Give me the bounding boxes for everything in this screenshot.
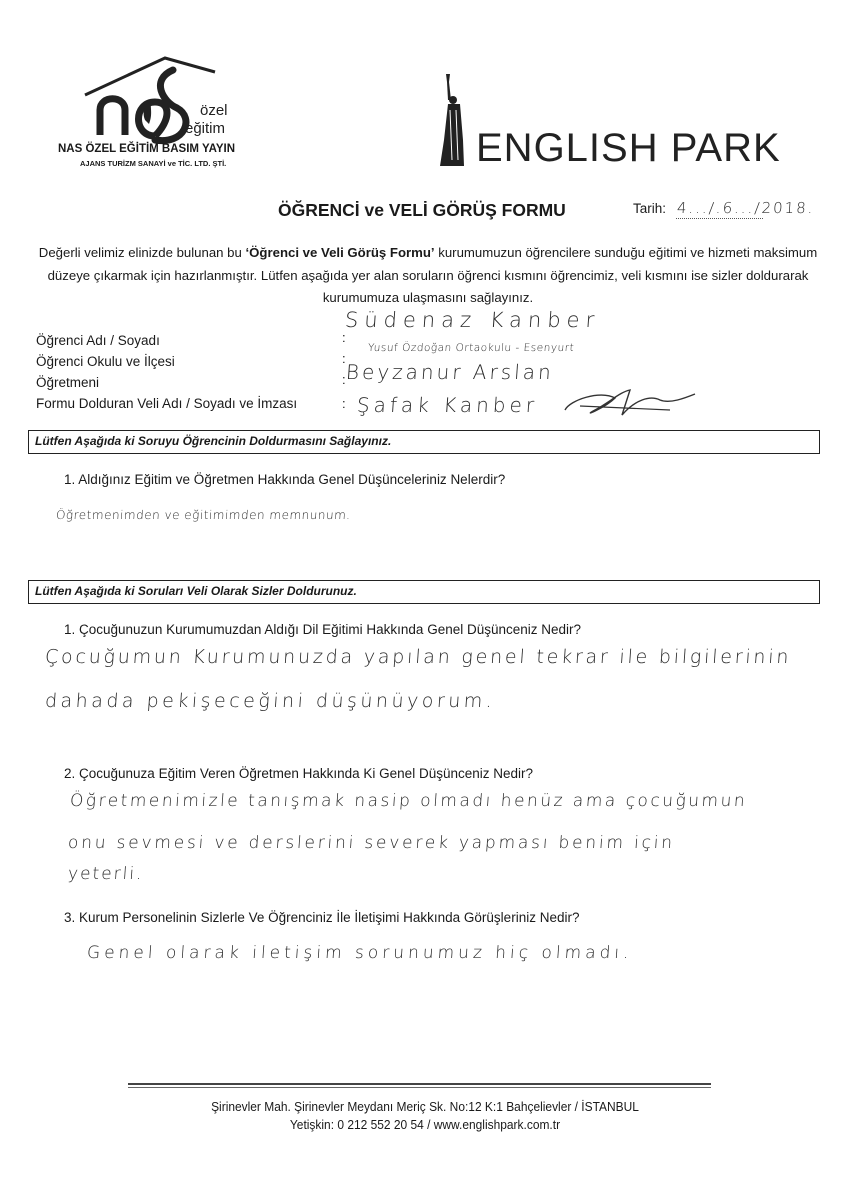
teacher-label: Öğretmeni — [36, 375, 100, 390]
student-name-value[interactable]: Südenaz Kanber — [344, 308, 602, 332]
svg-text:özel: özel — [200, 102, 228, 119]
parent-name-value[interactable]: Şafak Kanber — [356, 393, 539, 417]
colon: : — [342, 330, 346, 345]
intro-form-name: ‘Öğrenci ve Veli Görüş Formu’ — [245, 245, 435, 260]
intro-text-2: kurumumuzun öğrencilere sunduğu eğitimi ve hizmeti maksimum düzeye çıkarmak için hazırlanmıştır. Lütfen aşağıda yer alan soruların öğrenci kısmını öğrencimiz, veli kısmını ise sizler doldurarak kurumumuza ulaşmasını sağlayınız. — [47, 245, 818, 305]
parent-question-2: 2. Çocuğunuza Eğitim Veren Öğretmen Hakkında Ki Genel Düşünceniz Nedir? — [64, 766, 533, 781]
svg-text:eğitim: eğitim — [185, 120, 226, 137]
parent-answer-1-line-2[interactable]: dahada pekişeceğini düşünüyorum. — [44, 690, 497, 712]
parent-answer-2-line-1[interactable]: Öğretmenimizle tanışmak nasip olmadı henüz ama çocuğumun — [69, 791, 748, 811]
student-school-label: Öğrenci Okulu ve İlçesi — [36, 354, 175, 369]
statue-of-liberty-icon — [430, 70, 480, 170]
form-title: ÖĞRENCİ ve VELİ GÖRÜŞ FORMU — [278, 200, 566, 220]
student-question-1: 1. Aldığınız Eğitim ve Öğretmen Hakkında Genel Düşünceleriniz Nelerdir? — [64, 472, 506, 487]
parent-answer-3[interactable]: Genel olarak iletişim sorunumuz hiç olmadı. — [86, 943, 634, 963]
parent-answer-2-line-3[interactable]: yeterli. — [67, 864, 145, 884]
student-school-value[interactable]: Yusuf Özdoğan Ortaokulu - Esenyurt — [367, 342, 575, 354]
company-subtitle: AJANS TURİZM SANAYİ ve TİC. LTD. ŞTİ. — [80, 159, 227, 168]
parent-question-1: 1. Çocuğunuzun Kurumumuzdan Aldığı Dil Eğitimi Hakkında Genel Düşünceniz Nedir? — [64, 622, 582, 637]
parent-answer-1-line-1[interactable]: Çocuğumun Kurumunuzda yapılan genel tekrar ile bilgilerinin — [44, 646, 793, 668]
student-name-label: Öğrenci Adı / Soyadı — [36, 333, 160, 348]
parent-section-heading-box — [28, 580, 820, 604]
parent-name-label: Formu Dolduran Veli Adı / Soyadı ve İmzası — [36, 396, 298, 411]
date-value[interactable]: 4.../.6.../2018. — [676, 199, 816, 217]
student-section-heading-box — [28, 430, 820, 454]
colon: : — [342, 396, 346, 411]
footer-divider — [128, 1083, 711, 1085]
footer-address: Şirinevler Mah. Şirinevler Meydanı Meriç Sk. No:12 K:1 Bahçelievler / İSTANBUL — [211, 1099, 639, 1114]
parent-signature — [560, 380, 700, 425]
colon: : — [342, 351, 346, 366]
intro-paragraph — [28, 242, 828, 310]
company-name: NAS ÖZEL EĞİTİM BASIM YAYIN — [58, 143, 236, 155]
date-line — [676, 218, 763, 219]
footer-divider — [128, 1087, 711, 1088]
parent-answer-2-line-2[interactable]: onu sevmesi ve derslerini severek yapması benim için — [67, 833, 676, 853]
student-section-heading: Lütfen Aşağıda ki Soruyu Öğrencinin Doldurmasını Sağlayınız. — [35, 434, 392, 448]
parent-question-3: 3. Kurum Personelinin Sizlerle Ve Öğrenciniz İle İletişimi Hakkında Görüşleriniz Nedir? — [64, 910, 580, 925]
student-answer-1[interactable]: Öğretmenimden ve eğitimimden memnunum. — [55, 508, 352, 522]
parent-section-heading: Lütfen Aşağıda ki Soruları Veli Olarak Sizler Doldurunuz. — [35, 584, 357, 598]
footer-contact: Yetişkin: 0 212 552 20 54 / www.englishpark.com.tr — [289, 1117, 561, 1132]
colon: : — [342, 372, 346, 387]
teacher-value[interactable]: Beyzanur Arslan — [345, 360, 555, 384]
date-label: Tarih: — [633, 201, 667, 216]
english-park-brand: ENGLISH PARK — [476, 126, 781, 170]
intro-text-1: Değerli velimiz elinizde bulunan bu — [38, 245, 246, 260]
